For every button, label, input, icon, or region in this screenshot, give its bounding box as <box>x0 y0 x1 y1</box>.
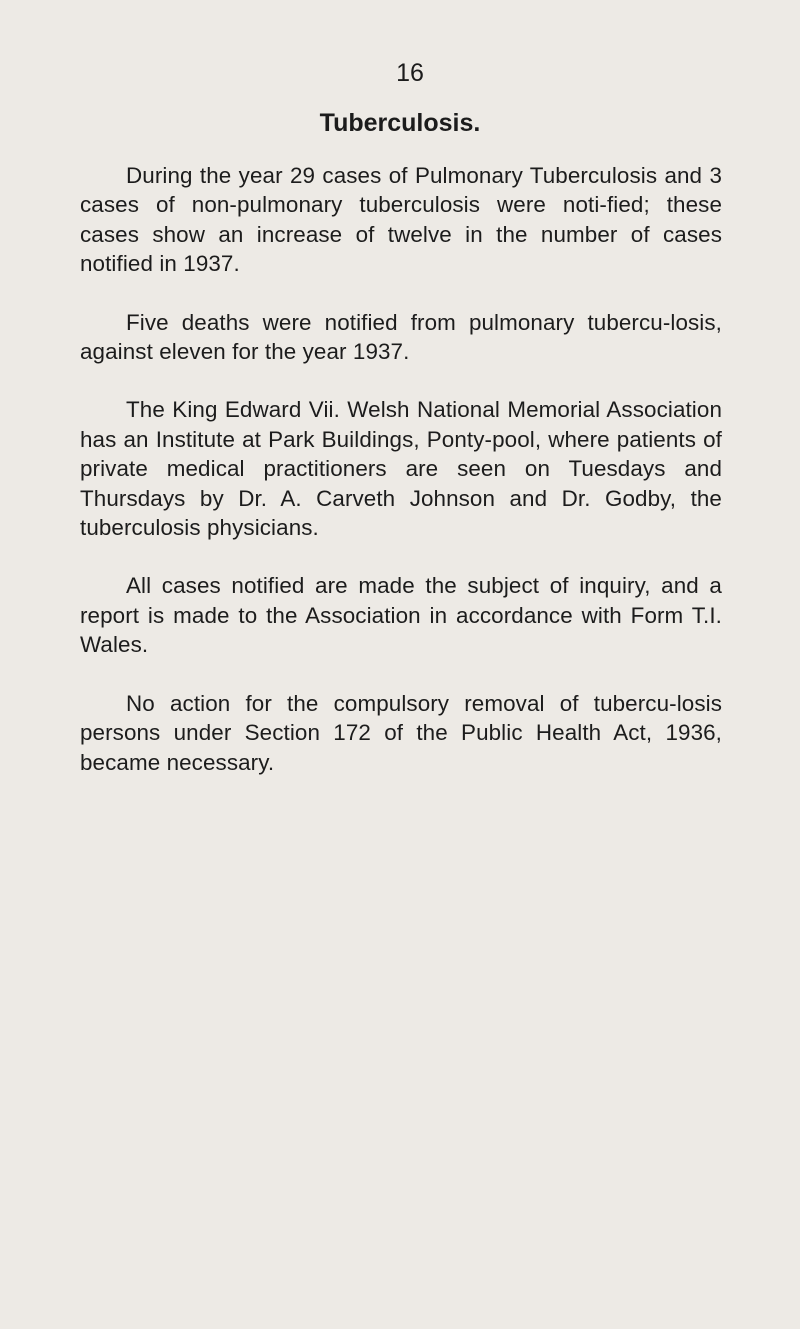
page-number: 16 <box>396 59 424 87</box>
paragraph-compulsory-removal: No action for the compulsory removal of tubercu-losis persons under Section 172 of the Public Health Act, 1936, became necessary. <box>80 690 722 775</box>
paragraph-cases-notified: During the year 29 cases of Pulmonary Tuberculosis and 3 cases of non-pulmonary tuberculosis were noti-fied; these cases show an increase of twelve in the number of cases notified in 1937. <box>80 163 722 277</box>
paragraph-inquiry: All cases notified are made the subject of inquiry, and a report is made to the Association in accordance with Form T.I. Wales. <box>80 573 722 658</box>
body-text <box>80 161 722 806</box>
paragraph-deaths: Five deaths were notified from pulmonary tubercu-losis, against eleven for the year 1937. <box>80 309 722 365</box>
paragraph-institute: The King Edward Vii. Welsh National Memorial Association has an Institute at Park Buildings, Ponty-pool, where patients of private medical practitioners are seen on Tuesdays and Thursdays by Dr. A. Carveth Johnson and Dr. Godby, the tuberculosis physicians. <box>80 397 722 541</box>
section-heading: Tuberculosis. <box>319 109 481 137</box>
